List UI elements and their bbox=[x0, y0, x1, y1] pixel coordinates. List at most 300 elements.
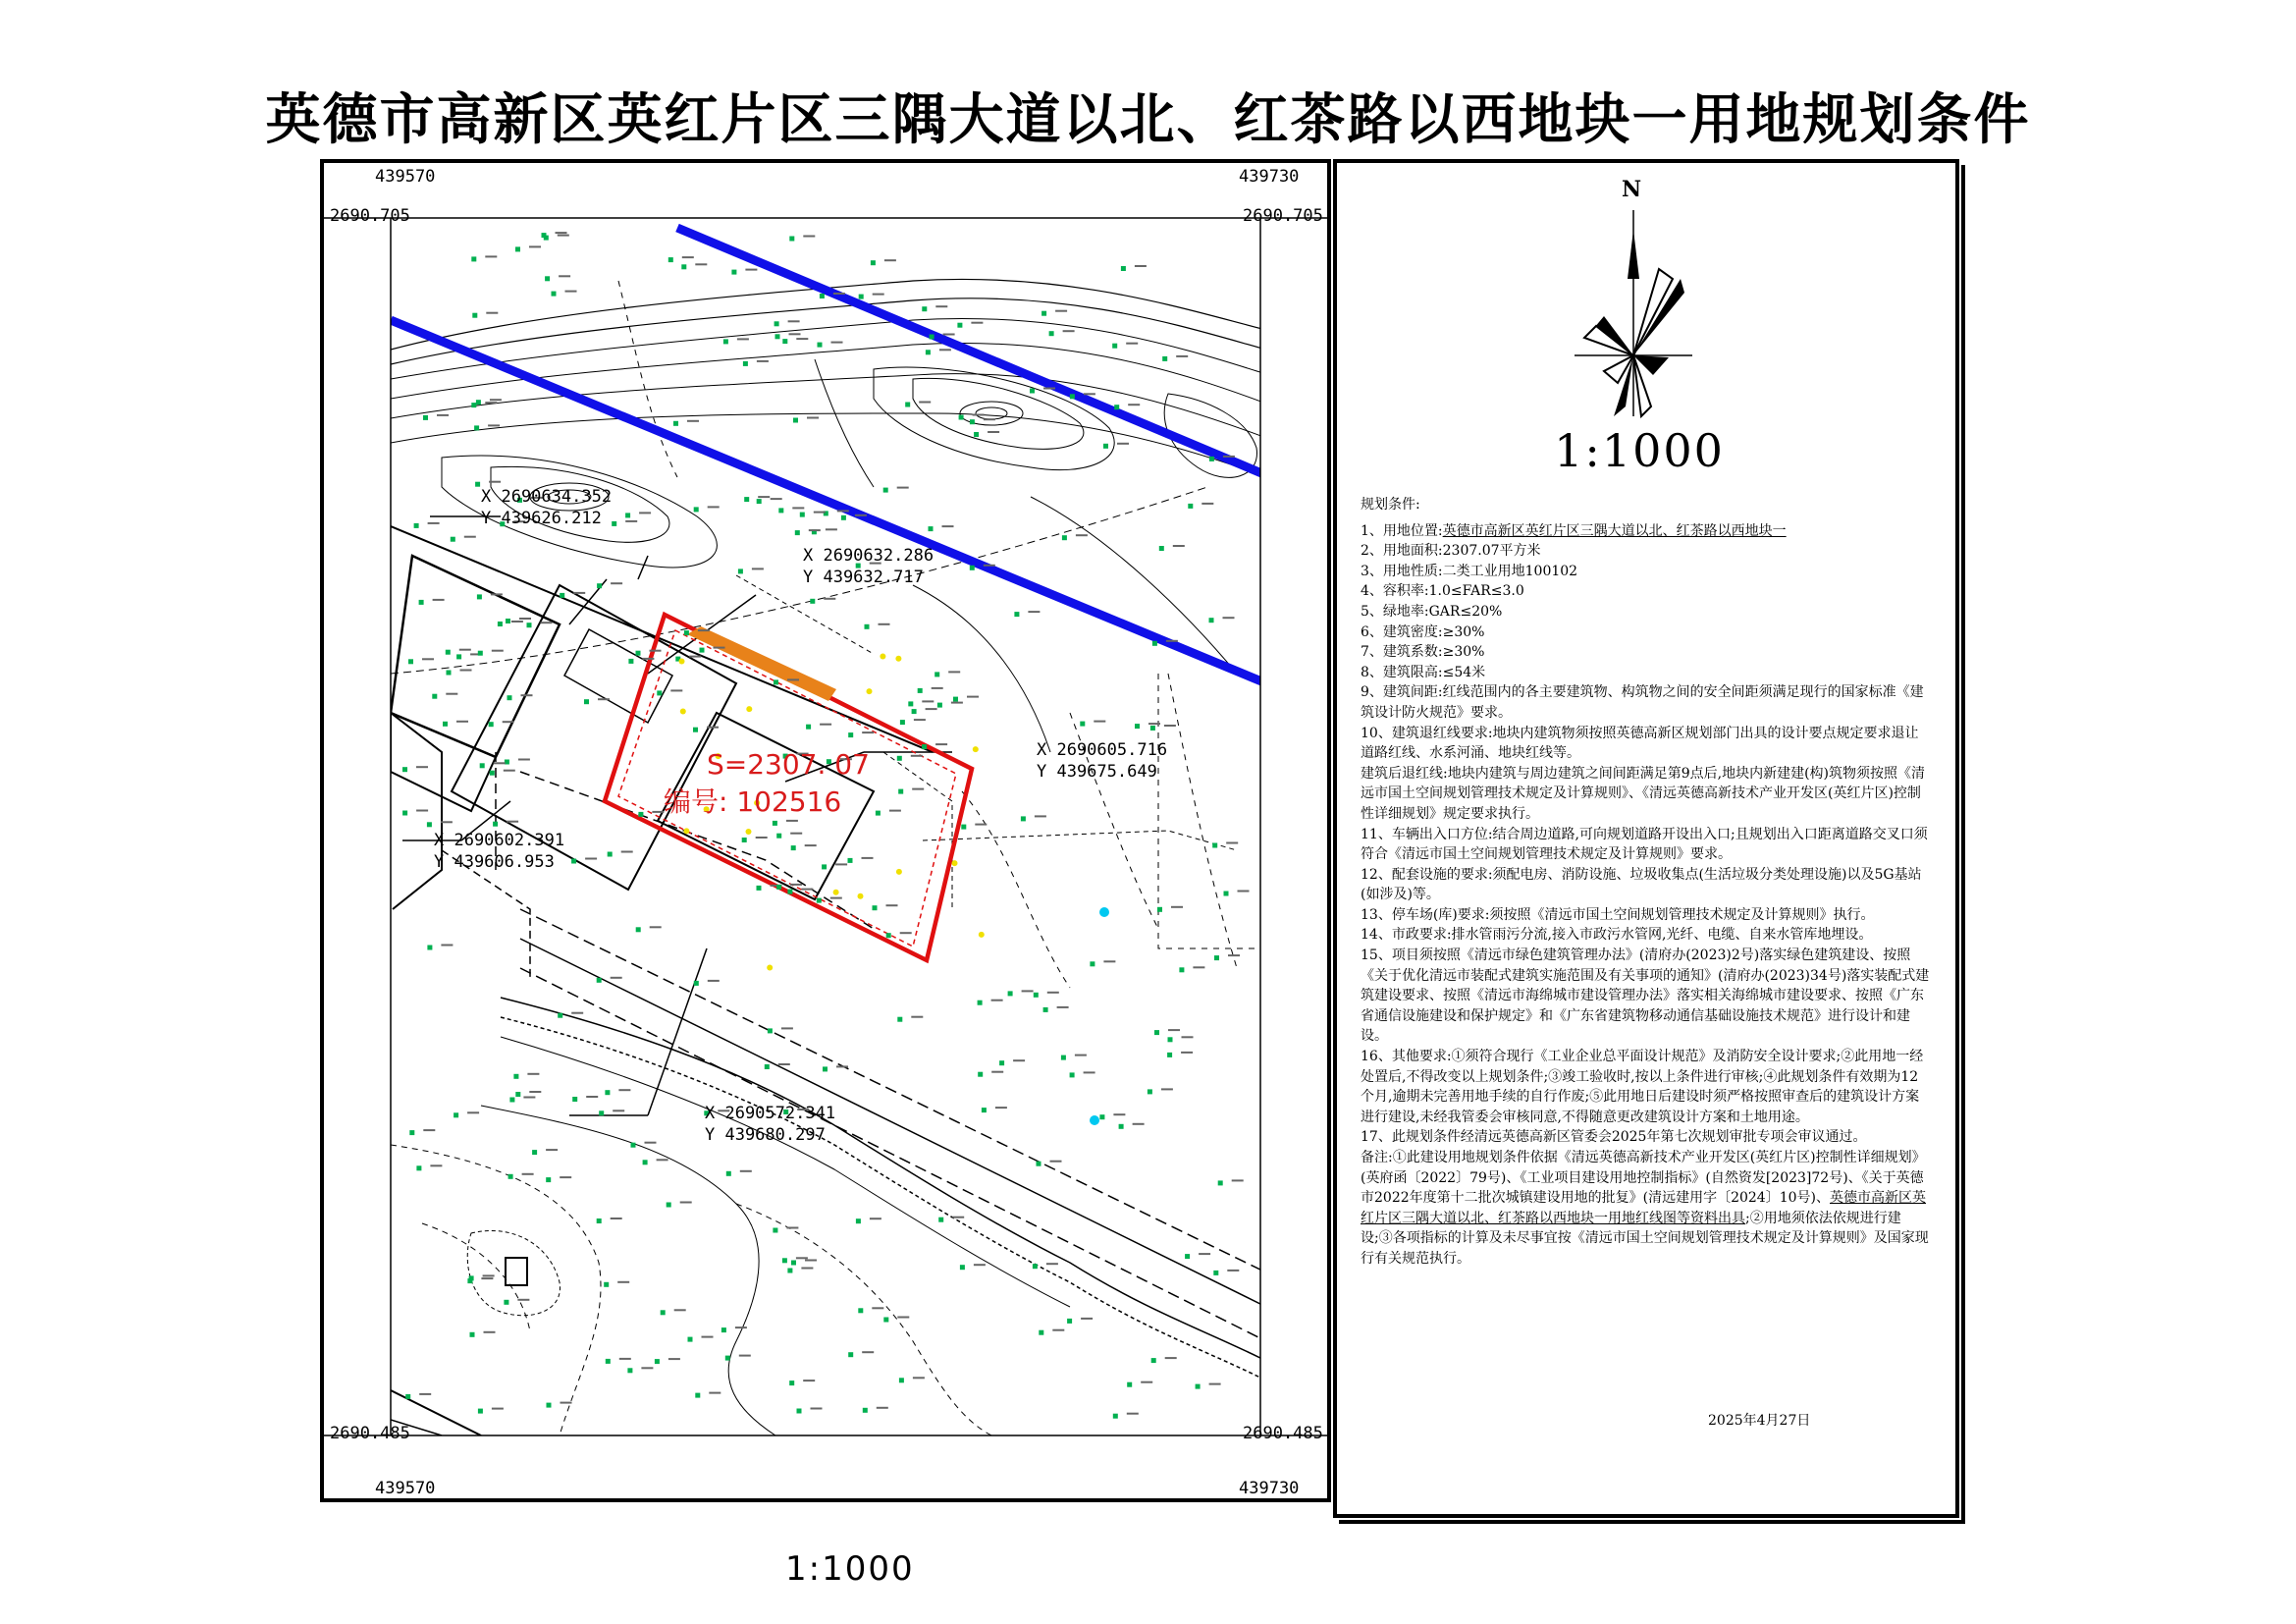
site-wall bbox=[923, 831, 1237, 850]
elevation-value-mark bbox=[862, 1351, 874, 1353]
elevation-point bbox=[532, 1150, 537, 1155]
condition-value: 2307.07平方米 bbox=[1442, 543, 1541, 560]
elevation-value-mark bbox=[1228, 954, 1240, 956]
grid-x-label-bottom-right: 439730 bbox=[1239, 1479, 1300, 1498]
grid-x-label-bottom-left: 439570 bbox=[375, 1479, 436, 1498]
elevation-point bbox=[1061, 1056, 1066, 1060]
elevation-value-mark bbox=[1047, 992, 1059, 994]
elevation-point bbox=[856, 1218, 861, 1223]
elevation-value-mark bbox=[988, 431, 999, 433]
elevation-value-mark bbox=[674, 1309, 686, 1311]
condition-item bbox=[1361, 1127, 1930, 1148]
condition-label: 11、车辆出入口方位: bbox=[1361, 826, 1493, 842]
elevation-point bbox=[858, 1308, 863, 1313]
elevation-value-mark bbox=[870, 1218, 881, 1219]
elevation-value-mark bbox=[935, 305, 947, 307]
elevation-value-mark bbox=[613, 1110, 624, 1111]
elevation-value-mark bbox=[416, 766, 428, 768]
contour-hill bbox=[960, 402, 1023, 425]
elevation-value-mark bbox=[1135, 265, 1147, 267]
elevation-point bbox=[787, 1269, 792, 1273]
elevation-point bbox=[1185, 1254, 1190, 1259]
condition-item bbox=[1361, 541, 1930, 562]
boundary-line bbox=[962, 791, 1070, 988]
elevation-point bbox=[930, 335, 934, 340]
elevation-value-mark bbox=[689, 656, 701, 658]
elevation-point bbox=[544, 236, 549, 241]
marker-point bbox=[867, 688, 873, 694]
parcel-area-label: S=2307. 07 bbox=[707, 748, 870, 781]
elevation-point bbox=[584, 699, 589, 704]
elevation-point bbox=[498, 622, 503, 626]
elevation-point bbox=[1030, 389, 1035, 394]
grid-x-label-top-right: 439730 bbox=[1239, 167, 1300, 187]
elevation-value-mark bbox=[967, 696, 979, 698]
elevation-point bbox=[1080, 722, 1085, 727]
condition-value: ①须符合现行《工业企业总平面设计规范》及消防安全设计要求;②此用地一经处置后,不得改变以上规划条件;③竣工验收时,按以上条件进行审核;④此规划条件有效期为12个月,逾期未完善用地手续的自行作废;⑤此用地日后建设时须严格按照审查后的建筑设计方案进行建设,未经我管委会审核同意,不得随意更改建筑设计方案和土地用途。 bbox=[1361, 1049, 1924, 1125]
elevation-point bbox=[409, 1130, 414, 1135]
elevation-value-mark bbox=[708, 506, 720, 508]
condition-value: 地块内建筑物须按照英德高新区规划部门出具的设计要点规定要求退让道路红线、水系河涌、地块红线等。 bbox=[1361, 725, 1919, 762]
elevation-value-mark bbox=[639, 512, 651, 514]
condition-item bbox=[1361, 865, 1930, 905]
elevation-point bbox=[636, 651, 641, 656]
condition-value: ≤54米 bbox=[1442, 664, 1486, 680]
elevation-point bbox=[1103, 444, 1108, 449]
elevation-point bbox=[693, 728, 698, 732]
elevation-value-mark bbox=[833, 293, 845, 295]
elevation-value-mark bbox=[1050, 1161, 1062, 1163]
elevation-point bbox=[451, 537, 455, 542]
condition-label: 16、其他要求: bbox=[1361, 1049, 1452, 1065]
elevation-point bbox=[800, 513, 805, 517]
elevation-value-mark bbox=[561, 1402, 572, 1404]
elevation-point bbox=[938, 1218, 943, 1222]
elevation-value-mark bbox=[492, 650, 504, 652]
elevation-value-mark bbox=[1057, 1006, 1069, 1008]
elevation-point bbox=[1224, 892, 1229, 896]
condition-label: 1、用地位置: bbox=[1361, 522, 1443, 539]
elevation-point bbox=[848, 1352, 853, 1357]
condition-value: 须配电房、消防设施、垃圾收集点(生活垃圾分类处理设施)以及5G基站(如涉及)等。 bbox=[1361, 866, 1922, 903]
elevation-point bbox=[443, 722, 448, 727]
elevation-point bbox=[1135, 724, 1140, 729]
elevation-point bbox=[723, 339, 728, 344]
elevation-point bbox=[721, 1327, 726, 1332]
elevation-value-mark bbox=[519, 618, 531, 620]
elevation-point bbox=[515, 246, 520, 251]
elevation-point bbox=[1148, 1089, 1152, 1094]
elevation-point bbox=[467, 1278, 472, 1283]
elevation-value-mark bbox=[971, 322, 983, 324]
elevation-point bbox=[513, 1074, 518, 1079]
elevation-value-mark bbox=[485, 402, 497, 404]
elevation-value-mark bbox=[650, 650, 662, 652]
grid-x-label-top-left: 439570 bbox=[375, 167, 436, 187]
condition-value: 二类工业用地100102 bbox=[1442, 563, 1578, 579]
elevation-value-mark bbox=[951, 702, 963, 704]
elevation-point bbox=[999, 1060, 1004, 1065]
elevation-value-mark bbox=[1238, 891, 1250, 893]
elevation-value-mark bbox=[820, 724, 831, 726]
marker-point bbox=[833, 890, 839, 895]
elevation-point bbox=[793, 418, 798, 423]
elevation-value-mark bbox=[702, 1336, 714, 1338]
elevation-value-mark bbox=[973, 414, 985, 416]
marker-point bbox=[896, 869, 902, 875]
elevation-value-mark bbox=[1161, 1088, 1173, 1090]
condition-item bbox=[1361, 682, 1930, 723]
elevation-point bbox=[493, 822, 498, 827]
condition-label: 13、停车场(库)要求: bbox=[1361, 906, 1490, 923]
point-y-label-4: Y 439606.953 bbox=[434, 852, 555, 872]
elevation-point bbox=[1209, 618, 1214, 623]
elevation-value-mark bbox=[618, 1089, 630, 1091]
elevation-value-mark bbox=[491, 593, 503, 595]
elevation-point bbox=[470, 1332, 475, 1337]
elevation-value-mark bbox=[1223, 617, 1235, 619]
elevation-point bbox=[681, 264, 686, 269]
marker-point bbox=[952, 860, 958, 866]
elevation-value-mark bbox=[503, 721, 514, 723]
elevation-value-mark bbox=[485, 255, 497, 257]
elevation-value-mark bbox=[523, 1097, 535, 1099]
elevation-point bbox=[700, 648, 705, 653]
elevation-point bbox=[1151, 1358, 1156, 1363]
elevation-value-mark bbox=[652, 811, 664, 813]
elevation-point bbox=[810, 599, 815, 604]
elevation-point bbox=[883, 488, 888, 493]
elevation-point bbox=[427, 946, 432, 950]
road-edge bbox=[520, 939, 1266, 1307]
elevation-point bbox=[974, 432, 979, 437]
elevation-point bbox=[775, 334, 780, 339]
elevation-point bbox=[402, 767, 407, 772]
elevation-point bbox=[402, 811, 407, 816]
elevation-point bbox=[552, 292, 557, 297]
elevation-point bbox=[1067, 1319, 1072, 1324]
marker-point bbox=[973, 746, 979, 752]
elevation-point bbox=[408, 659, 413, 664]
elevation-point bbox=[970, 566, 975, 570]
elevation-value-mark bbox=[446, 693, 457, 695]
elevation-value-mark bbox=[897, 1317, 909, 1319]
elevation-value-mark bbox=[926, 708, 937, 710]
condition-value: 1.0≤FAR≤3.0 bbox=[1428, 583, 1524, 600]
elevation-value-mark bbox=[991, 1000, 1003, 1001]
site-wall bbox=[736, 575, 874, 654]
elevation-value-mark bbox=[625, 520, 637, 522]
elevation-value-mark bbox=[862, 857, 874, 859]
elevation-value-mark bbox=[467, 1111, 479, 1113]
elevation-point bbox=[480, 763, 485, 768]
elevation-point bbox=[934, 672, 939, 677]
elevation-point bbox=[757, 886, 762, 891]
elevation-value-mark bbox=[668, 1358, 680, 1360]
elevation-value-mark bbox=[758, 496, 770, 498]
elevation-point bbox=[929, 526, 934, 531]
condition-label: 3、用地性质: bbox=[1361, 563, 1443, 579]
condition-label: 15、 bbox=[1361, 947, 1392, 964]
elevation-value-mark bbox=[900, 932, 912, 934]
elevation-point bbox=[1218, 1180, 1223, 1185]
condition-item bbox=[1361, 602, 1930, 623]
point-x-label-4: X 2690602.391 bbox=[434, 831, 565, 850]
elevation-point bbox=[789, 237, 794, 242]
elevation-value-mark bbox=[788, 320, 800, 322]
elevation-value-mark bbox=[803, 1380, 815, 1381]
elevation-value-mark bbox=[1176, 355, 1188, 357]
elevation-point bbox=[643, 1160, 648, 1164]
elevation-value-mark bbox=[621, 851, 633, 853]
elevation-point bbox=[515, 1092, 520, 1097]
elevation-value-mark bbox=[518, 759, 530, 761]
elevation-value-mark bbox=[1141, 1381, 1152, 1383]
condition-label: 9、建筑间距: bbox=[1361, 684, 1443, 701]
point-x-label-3: X 2690605.716 bbox=[1037, 740, 1168, 760]
elevation-point bbox=[504, 1300, 508, 1305]
condition-item bbox=[1361, 663, 1930, 683]
elevation-value-mark bbox=[778, 1063, 790, 1065]
elevation-point bbox=[605, 1090, 610, 1095]
issue-date: 2025年4月27日 bbox=[1708, 1413, 1811, 1429]
elevation-value-mark bbox=[1081, 1318, 1093, 1320]
existing-building bbox=[391, 713, 496, 811]
elevation-point bbox=[1113, 1414, 1118, 1419]
elevation-point bbox=[795, 530, 800, 535]
elevation-point bbox=[694, 507, 699, 512]
elevation-value-mark bbox=[1148, 723, 1160, 725]
elevation-value-mark bbox=[948, 671, 960, 673]
elevation-value-mark bbox=[486, 312, 498, 314]
leader-line bbox=[648, 948, 707, 1115]
elevation-value-mark bbox=[886, 904, 898, 906]
condition-label: 2、用地面积: bbox=[1361, 543, 1443, 560]
grid-y-label-bottom-right: 2690.485 bbox=[1243, 1424, 1323, 1443]
elevation-value-mark bbox=[1171, 906, 1183, 908]
elevation-value-mark bbox=[796, 338, 808, 340]
elevation-value-mark bbox=[932, 687, 943, 689]
elevation-point bbox=[797, 1409, 802, 1414]
elevation-point bbox=[627, 1368, 632, 1373]
elevation-point bbox=[661, 1310, 666, 1315]
elevation-point bbox=[822, 864, 827, 869]
elevation-value-mark bbox=[529, 245, 541, 247]
elevation-value-mark bbox=[884, 259, 896, 261]
condition-value: 英德市高新区英红片区三隅大道以北、红茶路以西地块一 bbox=[1442, 522, 1787, 539]
elevation-value-mark bbox=[611, 977, 622, 979]
elevation-point bbox=[509, 1098, 514, 1103]
road-edge bbox=[501, 1037, 1070, 1307]
contour-hill bbox=[976, 407, 1007, 419]
elevation-point bbox=[820, 294, 825, 298]
elevation-value-mark bbox=[416, 810, 428, 812]
conditions-text bbox=[1361, 495, 1930, 1270]
elevation-value-mark bbox=[807, 417, 819, 419]
elevation-point bbox=[818, 343, 823, 348]
elevation-point bbox=[546, 1177, 551, 1182]
condition-value: 结合周边道路,可向规划道路开设出入口;且规划出入口距离道路交叉口须符合《清远市国土空间规划管理技术规定及计算规则》要求。 bbox=[1361, 826, 1928, 863]
elevation-value-mark bbox=[911, 755, 923, 757]
grid-y-label-top-left: 2690.705 bbox=[330, 206, 410, 226]
elevation-point bbox=[1114, 405, 1119, 409]
elevation-point bbox=[841, 515, 846, 520]
elevation-point bbox=[608, 852, 613, 857]
conditions-heading: 规划条件: bbox=[1361, 497, 1420, 513]
elevation-point bbox=[738, 568, 743, 573]
elevation-value-mark bbox=[695, 263, 707, 265]
elevation-point bbox=[597, 583, 602, 588]
condition-label: 5、绿地率: bbox=[1361, 603, 1429, 620]
elevation-point bbox=[572, 1097, 577, 1102]
elevation-point bbox=[970, 419, 975, 424]
elevation-value-mark bbox=[1063, 330, 1075, 332]
elevation-point bbox=[545, 276, 550, 281]
hydrant-point bbox=[1099, 907, 1109, 917]
point-x-label-1: X 2690634.352 bbox=[481, 487, 613, 507]
elevation-value-mark bbox=[504, 770, 515, 772]
elevation-point bbox=[472, 313, 477, 318]
elevation-value-mark bbox=[943, 334, 955, 336]
elevation-point bbox=[560, 593, 564, 598]
elevation-point bbox=[1039, 1330, 1043, 1335]
north-label: N bbox=[1622, 177, 1642, 202]
marker-point bbox=[895, 656, 901, 662]
condition-value: ≥30% bbox=[1442, 623, 1485, 640]
elevation-value-mark bbox=[862, 731, 874, 733]
elevation-point bbox=[507, 695, 512, 700]
elevation-point bbox=[1213, 1271, 1218, 1275]
elevation-point bbox=[961, 825, 966, 830]
elevation-value-mark bbox=[441, 945, 453, 947]
condition-value: GAR≤20% bbox=[1428, 603, 1503, 620]
elevation-value-mark bbox=[792, 507, 804, 509]
elevation-value-mark bbox=[598, 698, 610, 700]
elevation-value-mark bbox=[790, 884, 802, 886]
elevation-value-mark bbox=[1133, 1123, 1145, 1125]
elevation-point bbox=[456, 654, 461, 659]
elevation-point bbox=[898, 789, 903, 794]
elevation-point bbox=[926, 350, 931, 354]
road-edge bbox=[520, 909, 1266, 1272]
point-y-label-5: Y 439680.297 bbox=[705, 1125, 826, 1145]
page-title: 英德市高新区英红片区三隅大道以北、红茶路以西地块一用地规划条件 bbox=[265, 87, 2031, 152]
elevation-point bbox=[414, 523, 419, 528]
elevation-point bbox=[597, 1218, 602, 1223]
elevation-value-mark bbox=[801, 889, 813, 891]
elevation-value-mark bbox=[1201, 503, 1213, 505]
elevation-value-mark bbox=[492, 1408, 504, 1410]
elevation-point bbox=[863, 1408, 868, 1413]
elevation-value-mark bbox=[1043, 388, 1055, 390]
elevation-point bbox=[773, 821, 777, 826]
elevation-value-mark bbox=[483, 1274, 495, 1276]
elevation-value-mark bbox=[1084, 1071, 1095, 1073]
elevation-value-mark bbox=[1126, 343, 1138, 345]
elevation-value-mark bbox=[459, 649, 471, 651]
elevation-value-mark bbox=[914, 719, 926, 721]
condition-label: 6、建筑密度: bbox=[1361, 623, 1443, 640]
elevation-value-mark bbox=[939, 349, 951, 351]
condition-value: 排水管雨污分流,接入市政污水管网,光纤、电缆、自来水管库地埋设。 bbox=[1451, 927, 1873, 944]
elevation-point bbox=[848, 732, 853, 737]
elevation-value-mark bbox=[522, 1173, 534, 1175]
elevation-point bbox=[787, 890, 792, 894]
elevation-value-mark bbox=[1193, 966, 1204, 968]
elevation-point bbox=[1070, 394, 1075, 399]
road-line-north bbox=[677, 228, 1266, 475]
grid-y-label-bottom-left: 2690.485 bbox=[330, 1424, 410, 1443]
elevation-point bbox=[1099, 1114, 1104, 1119]
elevation-value-mark bbox=[877, 1407, 888, 1409]
elevation-point bbox=[684, 630, 689, 635]
elevation-value-mark bbox=[571, 1012, 583, 1014]
elevation-point bbox=[688, 1337, 693, 1342]
elevation-value-mark bbox=[984, 418, 995, 420]
elevation-value-mark bbox=[855, 514, 867, 516]
elevation-value-mark bbox=[830, 897, 842, 899]
elevation-value-mark bbox=[942, 525, 954, 527]
elevation-value-mark bbox=[879, 623, 890, 625]
elevation-value-mark bbox=[826, 528, 837, 530]
condition-label: 14、市政要求: bbox=[1361, 927, 1452, 944]
site-wall bbox=[391, 713, 442, 909]
elevation-value-mark bbox=[541, 622, 553, 623]
condition-item bbox=[1361, 521, 1930, 542]
elevation-value-mark bbox=[1076, 534, 1088, 536]
elevation-point bbox=[657, 690, 662, 695]
elevation-value-mark bbox=[641, 1367, 653, 1369]
elevation-value-mark bbox=[1168, 1029, 1180, 1031]
elevation-value-mark bbox=[1181, 1052, 1193, 1054]
elevation-value-mark bbox=[1117, 443, 1129, 445]
contour-line bbox=[391, 1145, 601, 1435]
elevation-point bbox=[1214, 955, 1219, 960]
elevation-value-mark bbox=[1127, 1413, 1139, 1415]
elevation-value-mark bbox=[433, 599, 445, 601]
elevation-point bbox=[1008, 991, 1013, 996]
elevation-point bbox=[978, 1001, 983, 1005]
elevation-value-mark bbox=[517, 1299, 529, 1301]
elevation-value-mark bbox=[617, 1281, 629, 1283]
elevation-point bbox=[547, 1403, 552, 1408]
boundary-line bbox=[1168, 674, 1237, 968]
marker-point bbox=[979, 932, 985, 938]
elevation-point bbox=[899, 1378, 904, 1382]
elevation-point bbox=[527, 623, 532, 627]
elevation-marks bbox=[402, 232, 1250, 1419]
condition-value: 此规划条件经清远英德高新区管委会2025年第七次规划审批专项会审议通过。 bbox=[1391, 1129, 1867, 1146]
grid-y-label-top-right: 2690.705 bbox=[1243, 206, 1323, 226]
elevation-value-mark bbox=[897, 487, 909, 489]
elevation-value-mark bbox=[670, 689, 682, 691]
condition-item bbox=[1361, 623, 1930, 643]
elevation-point bbox=[471, 403, 476, 407]
elevation-point bbox=[419, 600, 424, 605]
marker-point bbox=[746, 706, 752, 712]
elevation-value-mark bbox=[952, 1217, 964, 1218]
marker-point bbox=[767, 965, 773, 971]
elevation-value-mark bbox=[831, 342, 843, 344]
elevation-point bbox=[922, 744, 927, 749]
elevation-value-mark bbox=[771, 498, 782, 500]
elevation-point bbox=[558, 1013, 562, 1018]
elevation-point bbox=[900, 720, 905, 725]
elevation-value-mark bbox=[1182, 1036, 1194, 1038]
elevation-point bbox=[782, 339, 787, 344]
elevation-point bbox=[667, 1203, 671, 1208]
condition-label: 10、建筑退红线要求: bbox=[1361, 725, 1493, 741]
